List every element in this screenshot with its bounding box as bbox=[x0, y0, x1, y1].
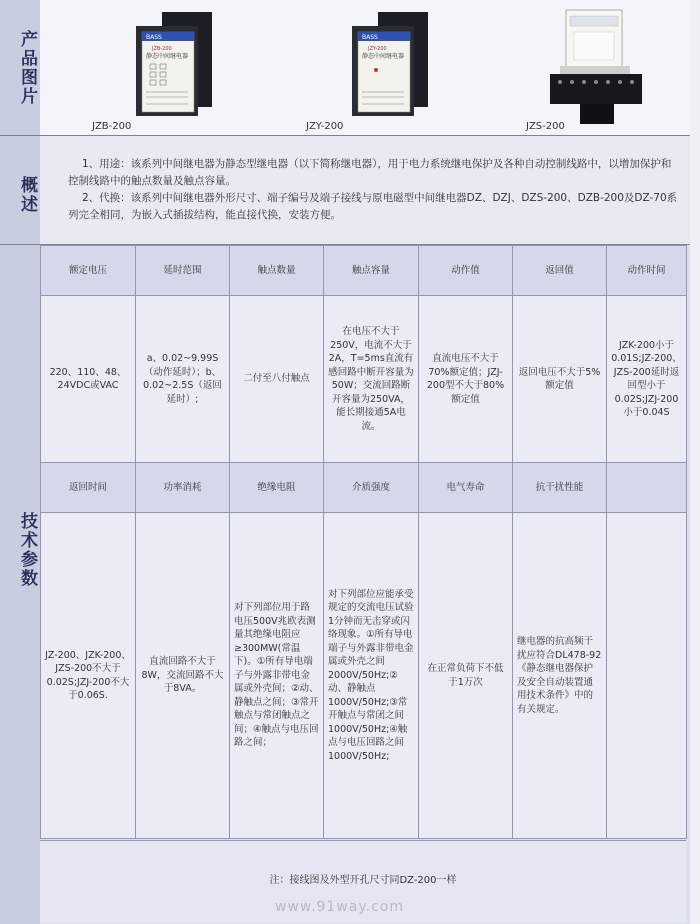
product-caption-jzy-200: JZY-200 bbox=[306, 121, 344, 132]
header-insulation-resistance: 绝缘电阻 bbox=[230, 463, 324, 513]
header-delay-range: 延时范围 bbox=[136, 246, 230, 296]
cell-insulation-resistance: 对下列部位用于路电压500V兆欧表测量其绝缘电阻应≥300MW(常温下)。①所有导电端子与外露非带电金属或外壳间；②动、静触点之间；③常开触点与常闭触点之间；④触点与电压回路之间； bbox=[230, 513, 324, 839]
table-row bbox=[41, 296, 687, 463]
header-return-value: 返回值 bbox=[513, 246, 607, 296]
cell-delay-range: a、0.02~9.99S（动作延时）；b、0.02~2.5S（返回延时）; bbox=[136, 296, 230, 463]
section-sidebar bbox=[0, 0, 40, 924]
cell-interference-immunity: 继电器的抗高频干扰应符合DL478-92《静态继电器保护及安全自动装置通用技术条件》中的有关规定。 bbox=[513, 513, 607, 839]
header-contact-capacity: 触点容量 bbox=[324, 246, 419, 296]
svg-text:静态中间继电器: 静态中间继电器 bbox=[146, 53, 189, 60]
cell-power-consumption: 直流回路不大于8W，交流回路不大于8VA。 bbox=[136, 513, 230, 839]
relay-jzs-200-image bbox=[540, 6, 652, 130]
header-rated-voltage: 额定电压 bbox=[41, 246, 136, 296]
svg-text:BASS: BASS bbox=[362, 34, 378, 41]
cell-return-value: 返回电压不大于5%额定值 bbox=[513, 296, 607, 463]
svg-text:JZB-200: JZB-200 bbox=[152, 46, 172, 52]
header-return-time: 返回时间 bbox=[41, 463, 136, 513]
section-label-tech-params: 技术参数 bbox=[17, 512, 37, 588]
header-interference-immunity: 抗干扰性能 bbox=[513, 463, 607, 513]
overview-usage-paragraph: 1、用途：该系列中间继电器为静态型继电器（以下简称继电器），用于电力系统继电保护及各种自动控制线路中，以增加保护和控制线路中的触点数量及触点容量。 bbox=[68, 158, 672, 187]
header-dielectric-strength: 介质强度 bbox=[324, 463, 419, 513]
overview-replacement-paragraph: 2、代换：该系列中间继电器外形尺寸、端子编号及端子接线与原电磁型中间继电器DZ、DZJ、DZS-200、DZB-200及DZ-70系列完全相同，为嵌入式插拔结构，能直接代换，安装方便。 bbox=[68, 192, 678, 221]
header-empty bbox=[607, 463, 687, 513]
product-caption-jzs-200: JZS-200 bbox=[526, 121, 565, 132]
cell-dielectric-strength: 对下列部位应能承受规定的交流电压试验1分钟而无击穿或闪络现象。①所有导电端子与外露非带电金属或外壳之间2000V/50Hz;②动、静触点1000V/50Hz;③常开触点与常闭之间1000V/50Hz;④触点与电压回路之间1000V/50Hz; bbox=[324, 513, 419, 839]
relay-jzy-200-image bbox=[348, 12, 436, 122]
product-caption-jzb-200: JZB-200 bbox=[92, 121, 132, 132]
header-operate-time: 动作时间 bbox=[607, 246, 687, 296]
cell-return-time: JZ-200、JZK-200、JZS-200不大于0.02S;JZJ-200不大于0.06S. bbox=[41, 513, 136, 839]
header-operate-value: 动作值 bbox=[419, 246, 513, 296]
tech-params-section bbox=[40, 245, 690, 924]
svg-text:静态中间继电器: 静态中间继电器 bbox=[362, 53, 405, 60]
product-images-section bbox=[40, 0, 690, 135]
header-contact-count: 触点数量 bbox=[230, 246, 324, 296]
cell-electrical-life: 在正常负荷下不低于1万次 bbox=[419, 513, 513, 839]
cell-contact-count: 二付至八付触点 bbox=[230, 296, 324, 463]
table-header-row bbox=[41, 246, 687, 296]
section-label-overview: 概述 bbox=[17, 176, 37, 214]
section-label-product-images: 产品图片 bbox=[17, 30, 37, 106]
relay-jzb-200-image bbox=[132, 12, 220, 122]
tech-params-table bbox=[40, 245, 687, 839]
header-electrical-life: 电气寿命 bbox=[419, 463, 513, 513]
table-header-row bbox=[41, 463, 687, 513]
svg-text:JZY-200: JZY-200 bbox=[368, 46, 387, 52]
table-row bbox=[41, 513, 687, 839]
cell-operate-value: 直流电压不大于70%额定值；JZJ-200型不大于80%额定值 bbox=[419, 296, 513, 463]
cell-rated-voltage: 220、110、48、24VDC或VAC bbox=[41, 296, 136, 463]
watermark: www.91way.com bbox=[275, 899, 404, 915]
cell-operate-time: JZK-200小于0.01S;JZ-200、JZS-200延时返回型小于0.02S;JZJ-200小于0.04S bbox=[607, 296, 687, 463]
cell-empty bbox=[607, 513, 687, 839]
overview-section bbox=[40, 136, 690, 244]
footnote: 注：接线图及外型开孔尺寸同DZ-200一样 bbox=[269, 875, 457, 886]
cell-contact-capacity: 在电压不大于250V，电流不大于2A，T=5ms直流有感回路中断开容量为50W；交流回路断开容量为250VA，能长期接通5A电流。 bbox=[324, 296, 419, 463]
header-power-consumption: 功率消耗 bbox=[136, 463, 230, 513]
svg-text:BASS: BASS bbox=[146, 34, 162, 41]
